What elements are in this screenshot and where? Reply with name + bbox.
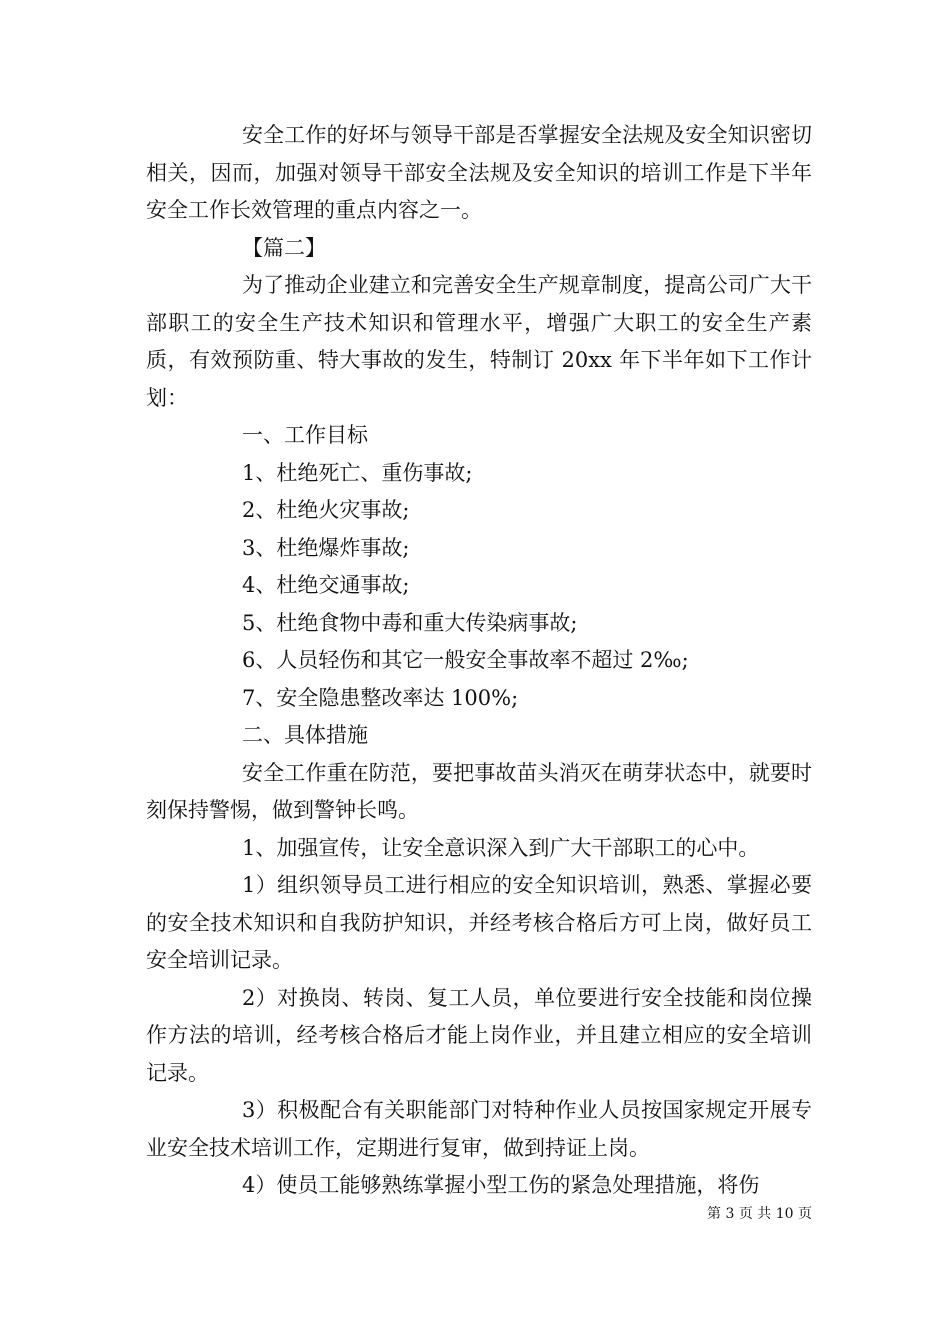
measure-subitem: 4）使员工能够熟练掌握小型工伤的紧急处理措施，将伤 [242,1173,760,1197]
goal-item: 2、杜绝火灾事故; [242,498,410,522]
goal-item: 5、杜绝食物中毒和重大传染病事故; [242,610,578,635]
measure-subitem: 3）积极配合有关职能部门对特种作业人员按国家规定开展专业安全技术培训工作，定期进行复审，做到持证上岗。 [146,1098,812,1160]
section-heading-part-two: 【篇二】 [242,235,326,260]
goal-item: 6、人员轻伤和其它一般安全事故率不超过 2‰; [242,648,689,672]
paragraph-safety-training: 安全工作的好坏与领导干部是否掌握安全法规及安全知识密切相关，因而，加强对领导干部安全法规及安全知识的培训工作是下半年安全工作长效管理的重点内容之一。 [146,123,812,222]
measure-item: 1、加强宣传，让安全意识深入到广大干部职工的心中。 [242,835,760,860]
document-body [146,117,812,1205]
paragraph-intro: 为了推动企业建立和完善安全生产规章制度，提高公司广大干部职工的安全生产技术知识和管理水平，增强广大职工的安全生产素质，有效预防重、特大事故的发生，特制订 20xx 年下半年如下工作计划： [146,273,812,410]
measure-subitem: 2）对换岗、转岗、复工人员，单位要进行安全技能和岗位操作方法的培训，经考核合格后才能上岗作业，并且建立相应的安全培训记录。 [146,985,812,1085]
goal-item: 7、安全隐患整改率达 100%; [242,685,519,710]
heading-specific-measures: 二、具体措施 [242,723,368,747]
goal-item: 4、杜绝交通事故; [242,573,410,597]
goal-item: 3、杜绝爆炸事故; [242,535,410,560]
goal-item: 1、杜绝死亡、重伤事故; [242,460,473,485]
page-number: 第 3 页 共 10 页 [707,1206,812,1222]
paragraph-prevention: 安全工作重在防范，要把事故苗头消灭在萌芽状态中，就要时刻保持警惕，做到警钟长鸣。 [146,760,812,822]
measure-subitem: 1）组织领导员工进行相应的安全知识培训，熟悉、掌握必要的安全技术知识和自我防护知识，并经考核合格后方可上岗，做好员工安全培训记录。 [146,873,812,972]
heading-work-goals: 一、工作目标 [242,423,368,447]
